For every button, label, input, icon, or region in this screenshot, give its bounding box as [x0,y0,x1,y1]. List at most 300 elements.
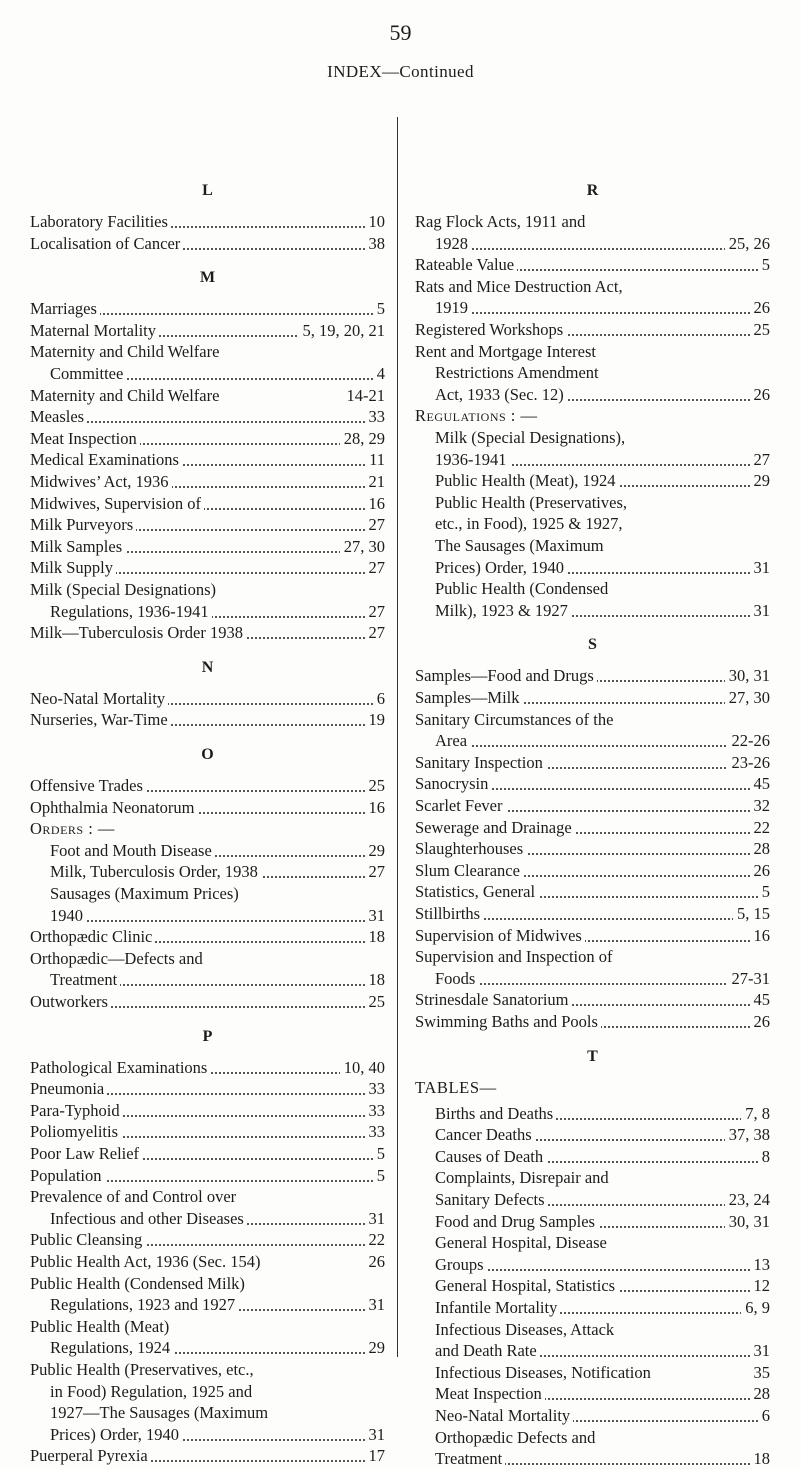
entry-pages: 26 [750,384,771,405]
entry-label: Outworkers [30,992,111,1011]
entry-label: Milk), 1923 & 1927 [435,601,571,620]
index-entry [30,1229,385,1250]
entry-label: etc., in Food), 1925 & 1927, [435,514,625,533]
index-entry [30,385,385,406]
entry-label: Scarlet Fever [415,796,506,815]
index-entry [30,969,385,990]
index-entry-text [415,1167,770,1188]
entry-pages: 31 [365,1208,386,1229]
entry-pages: 23-26 [728,752,771,773]
entry-label: Meat Inspection [30,429,140,448]
entry-label: Public Health (Condensed Milk) [30,1274,248,1293]
entry-pages: 29 [365,1337,386,1358]
index-entry [415,470,770,491]
index-entry-text [415,492,770,513]
entry-label: Swimming Baths and Pools [415,1012,601,1031]
entry-label: Ophthalmia Neonatorum [30,798,198,817]
section-letter: M [199,269,216,287]
entry-label: Medical Examinations [30,450,182,469]
entry-label: Milk (Special Designations), [435,428,628,447]
entry-label: Foods [435,969,478,988]
entry-label: Rateable Value [415,255,517,274]
entry-label: Infectious and other Diseases [50,1209,247,1228]
entry-pages: 32 [750,795,771,816]
index-entry [30,1294,385,1315]
entry-pages: 31 [365,905,386,926]
entry-pages: 26 [750,860,771,881]
section-letter: N [201,658,214,676]
index-entry-text [415,211,770,232]
entry-pages: 31 [750,1340,771,1361]
entry-label: 1927—The Sausages (Maximum [50,1403,271,1422]
entry-pages: 25 [365,775,386,796]
entry-pages: 18 [365,926,386,947]
entry-pages: 14-21 [343,385,386,406]
entry-label: Statistics, General [415,882,538,901]
index-entry [30,622,385,643]
entry-label: 1936-1941 [435,450,510,469]
index-entry-text [415,946,770,967]
index-entry [415,1297,770,1318]
index-entry [415,297,770,318]
index-entry-text [415,427,770,448]
entry-pages: 16 [750,925,771,946]
index-entry [30,1057,385,1078]
entry-label: Sausages (Maximum Prices) [50,884,242,903]
entry-pages: 27 [750,449,771,470]
entry-label: Committee [50,364,126,383]
entry-pages: 28, 29 [340,428,385,449]
entry-label: Sanocrysin [415,774,491,793]
entry-pages: 6 [373,688,385,709]
entry-pages: 27 [365,557,386,578]
index-entry-text [30,1316,385,1337]
index-entry [415,1448,770,1469]
index-entry-text [415,1232,770,1253]
index-entry-text [30,1359,385,1380]
entry-label: Slaughterhouses [415,839,526,858]
index-entry [415,903,770,924]
entry-label: The Sausages (Maximum [435,536,607,555]
index-entry-text [415,362,770,383]
section-letter: O [201,746,214,763]
entry-label: Maternal Mortality [30,321,159,340]
entry-label: TABLES— [415,1078,500,1097]
entry-pages: 22 [750,817,771,838]
entry-pages: 5 [373,298,385,319]
leader-dots [435,312,770,314]
entry-label: Milk (Special Designations) [30,580,219,599]
index-entry [415,1254,770,1275]
entry-label: Slum Clearance [415,861,523,880]
index-entry [30,536,385,557]
index-entry [30,601,385,622]
entry-label: Public Health (Preservatives, [435,493,630,512]
entry-pages: 30, 31 [725,665,770,686]
entry-pages: 31 [750,600,771,621]
index-entry [415,752,770,773]
entry-pages: 10, 40 [340,1057,385,1078]
entry-pages: 5 [758,881,770,902]
entry-label: Supervision and Inspection of [415,947,616,966]
entry-pages: 25 [750,319,771,340]
entry-pages: 37, 38 [725,1124,770,1145]
entry-label: Regulations : — [415,406,541,425]
index-entry [30,840,385,861]
entry-pages: 8 [758,1146,770,1167]
entry-label: Strinesdale Sanatorium [415,990,572,1009]
entry-label: Marriages [30,299,100,318]
entry-label: Rats and Mice Destruction Act, [415,277,626,296]
entry-pages: 29 [750,470,771,491]
entry-pages: 6, 9 [741,1297,770,1318]
entry-pages: 33 [365,1100,386,1121]
index-entry [415,319,770,340]
index-entry [415,838,770,859]
index-entry [30,797,385,818]
entry-label: Rag Flock Acts, 1911 and [415,212,588,231]
index-entry [30,709,385,730]
entry-pages: 5 [373,1143,385,1164]
entry-pages: 7, 8 [741,1103,770,1124]
entry-pages: 25 [365,991,386,1012]
entry-pages: 16 [365,493,386,514]
section-letter: T [587,1047,598,1065]
entry-pages: 17 [365,1445,386,1466]
entry-label: Public Health (Condensed [435,579,611,598]
index-entry [415,600,770,621]
index-entry [415,665,770,686]
index-entry [30,1143,385,1164]
entry-pages: 26 [750,297,771,318]
entry-label: Pathological Examinations [30,1058,210,1077]
index-entry [415,557,770,578]
leader-dots [435,248,770,250]
entry-pages: 19 [365,709,386,730]
index-entry [30,1121,385,1142]
index-entry-text [415,1319,770,1340]
entry-label: Births and Deaths [435,1104,556,1123]
entry-label: Foot and Mouth Disease [50,841,215,860]
index-entry-text [30,1402,385,1423]
entry-pages: 38 [365,233,386,254]
entry-label: Regulations, 1936-1941 [50,602,212,621]
index-entry [30,926,385,947]
column-divider [397,117,398,1357]
index-entry-text [415,513,770,534]
index-entry [30,1165,385,1186]
index-entry-text [415,709,770,730]
index-entry [415,1146,770,1167]
index-entry [30,428,385,449]
entry-pages: 33 [365,1121,386,1142]
entry-pages: 31 [365,1424,386,1445]
index-entry [30,449,385,470]
leader-dots [435,745,770,747]
index-entry-text [415,1077,770,1098]
index-entry [415,384,770,405]
entry-label: Sewerage and Drainage [415,818,575,837]
entry-label: Orthopædic Clinic [30,927,155,946]
entry-label: Nurseries, War-Time [30,710,171,729]
entry-pages: 5, 15 [733,903,770,924]
entry-label: Restrictions Amendment [435,363,602,382]
index-entry [415,449,770,470]
index-entry [415,254,770,275]
entry-label: Orthopædic—Defects and [30,949,206,968]
index-entry [30,775,385,796]
entry-label: Midwives, Supervision of [30,494,204,513]
entry-label: Maternity and Child Welfare [30,386,222,405]
entry-label: Infantile Mortality [435,1298,560,1317]
entry-label: Sanitary Inspection [415,753,546,772]
entry-pages: 29 [365,840,386,861]
entry-label: Registered Workshops [415,320,566,339]
index-entry [415,1189,770,1210]
entry-label: Public Health (Meat) [30,1317,172,1336]
index-entry [30,298,385,319]
entry-pages: 22-26 [728,730,771,751]
index-entry [30,406,385,427]
entry-pages: 27, 30 [725,687,770,708]
entry-label: Puerperal Pyrexia [30,1446,151,1465]
leader-dots [50,920,385,922]
index-entry-text [415,578,770,599]
index-entry [415,817,770,838]
index-entry [415,1103,770,1124]
entry-pages: 45 [750,773,771,794]
index-entry [30,320,385,341]
index-entry [415,1275,770,1296]
entry-pages: 5 [758,254,770,275]
entry-pages: 11 [365,449,385,470]
entry-label: Prices) Order, 1940 [435,558,567,577]
entry-pages: 26 [365,1251,386,1272]
entry-label: Milk Samples [30,537,125,556]
entry-pages: 5, 19, 20, 21 [299,320,386,341]
index-entry [30,1251,385,1272]
index-entry-text [30,1273,385,1294]
index-entry [30,1078,385,1099]
index-entry [415,233,770,254]
entry-pages: 28 [750,838,771,859]
entry-label: Regulations, 1923 and 1927 [50,1295,238,1314]
index-entry [415,1124,770,1145]
entry-label: Measles [30,407,87,426]
entry-label: Act, 1933 (Sec. 12) [435,385,567,404]
index-entry [415,989,770,1010]
entry-label: Public Health (Meat), 1924 [435,471,619,490]
index-entry [415,1340,770,1361]
entry-pages: 27-31 [728,968,771,989]
entry-pages: 27 [365,622,386,643]
entry-label: Population [30,1166,105,1185]
index-entry-text [415,405,770,426]
entry-pages: 27, 30 [340,536,385,557]
index-entry [30,1208,385,1229]
entry-pages: 35 [750,1362,771,1383]
entry-label: Localisation of Cancer [30,234,183,253]
entry-label: Neo-Natal Mortality [30,689,168,708]
index-entry [30,905,385,926]
index-entry [30,1424,385,1445]
entry-pages: 18 [365,969,386,990]
entry-label: Poor Law Relief [30,1144,142,1163]
entry-label: Treatment [435,1449,505,1468]
index-entry [30,363,385,384]
index-entry [415,1211,770,1232]
entry-pages: 25, 26 [725,233,770,254]
entry-label: Poliomyelitis [30,1122,121,1141]
entry-label: Orthopædic Defects and [435,1428,598,1447]
entry-label: Neo-Natal Mortality [435,1406,573,1425]
index-entry [30,991,385,1012]
entry-label: General Hospital, Statistics [435,1276,618,1295]
index-entry [30,471,385,492]
entry-label: Offensive Trades [30,776,146,795]
entry-label: Treatment [50,970,120,989]
entry-label: Maternity and Child Welfare [30,342,222,361]
index-entry-text [415,276,770,297]
index-entry [30,493,385,514]
index-entry [415,925,770,946]
entry-label: Cancer Deaths [435,1125,535,1144]
entry-label: Sanitary Defects [435,1190,548,1209]
index-entry [30,688,385,709]
entry-label: Sanitary Circumstances of the [415,710,616,729]
entry-label: Orders : — [30,819,118,838]
index-entry [415,1383,770,1404]
entry-label: 1928 [435,234,471,253]
index-entry-text [30,341,385,362]
section-letter: S [588,636,597,654]
index-entry [415,860,770,881]
entry-pages: 27 [365,861,386,882]
index-entry-text [415,341,770,362]
index-entry [415,687,770,708]
index-entry-text [415,1427,770,1448]
index-entry [415,968,770,989]
entry-label: in Food) Regulation, 1925 and [50,1382,255,1401]
index-entry [30,1337,385,1358]
entry-pages: 45 [750,989,771,1010]
entry-label: Regulations, 1924 [50,1338,173,1357]
entry-label: Milk Supply [30,558,116,577]
section-letter: P [202,1027,213,1045]
page-number: 59 [389,20,412,45]
entry-pages: 27 [365,601,386,622]
entry-pages: 27 [365,514,386,535]
index-entry [415,1362,770,1383]
entry-label: Prevalence of and Control over [30,1187,239,1206]
entry-pages: 22 [365,1229,386,1250]
entry-label: Prices) Order, 1940 [50,1425,182,1444]
entry-label: Public Health (Preservatives, etc., [30,1360,257,1379]
entry-label: Milk—Tuberculosis Order 1938 [30,623,246,642]
entry-label: and Death Rate [435,1341,540,1360]
index-entry [415,730,770,751]
entry-label: Para-Typhoid [30,1101,123,1120]
entry-label: Public Cleansing [30,1230,145,1249]
index-entry [30,211,385,232]
entry-label: Food and Drug Samples [435,1212,598,1231]
entry-pages: 16 [365,797,386,818]
entry-label: Infectious Diseases, Attack [435,1320,617,1339]
entry-label: Causes of Death [435,1147,546,1166]
entry-pages: 31 [365,1294,386,1315]
index-entry [30,233,385,254]
entry-pages: 4 [373,363,385,384]
entry-label: 1940 [50,906,86,925]
index-entry-text [30,1381,385,1402]
index-entry [415,1405,770,1426]
index-entry [30,557,385,578]
entry-pages: 12 [750,1275,771,1296]
entry-label: Meat Inspection [435,1384,545,1403]
entry-label: Milk Purveyors [30,515,136,534]
index-entry-text [30,818,385,839]
entry-label: Rent and Mortgage Interest [415,342,599,361]
index-entry-text [30,948,385,969]
entry-pages: 10 [365,211,386,232]
entry-label: Laboratory Facilities [30,212,171,231]
index-title: INDEX—Continued [327,62,474,81]
index-entry-text [30,579,385,600]
entry-label: Infectious Diseases, Notification [435,1363,654,1382]
section-letter: L [202,182,213,199]
entry-label: Milk, Tuberculosis Order, 1938 [50,862,261,881]
entry-pages: 30, 31 [725,1211,770,1232]
index-entry [415,773,770,794]
index-entry [30,1100,385,1121]
index-entry-text [415,535,770,556]
entry-pages: 33 [365,1078,386,1099]
entry-label: Complaints, Disrepair and [435,1168,612,1187]
index-entry [30,1445,385,1466]
entry-pages: 23, 24 [725,1189,770,1210]
entry-pages: 18 [750,1448,771,1469]
entry-pages: 6 [758,1405,770,1426]
index-entry [415,795,770,816]
entry-pages: 28 [750,1383,771,1404]
entry-label: Samples—Milk [415,688,523,707]
entry-pages: 13 [750,1254,771,1275]
entry-pages: 31 [750,557,771,578]
index-entry [30,514,385,535]
entry-label: Midwives’ Act, 1936 [30,472,172,491]
entry-label: Stillbirths [415,904,483,923]
leader-dots [435,983,770,985]
entry-label: 1919 [435,298,471,317]
entry-pages: 26 [750,1011,771,1032]
entry-label: Area [435,731,470,750]
entry-label: Groups [435,1255,487,1274]
entry-pages: 33 [365,406,386,427]
entry-pages: 5 [373,1165,385,1186]
index-entry-text [30,1186,385,1207]
entry-label: Supervision of Midwives [415,926,585,945]
entry-label: Samples—Food and Drugs [415,666,597,685]
entry-label: General Hospital, Disease [435,1233,610,1252]
section-letter: R [586,182,599,199]
index-entry [415,881,770,902]
entry-label: Pneumonia [30,1079,107,1098]
entry-pages: 21 [365,471,386,492]
entry-label: Public Health Act, 1936 (Sec. 154) [30,1252,264,1271]
index-entry-text [30,883,385,904]
index-entry [415,1011,770,1032]
index-entry [30,861,385,882]
